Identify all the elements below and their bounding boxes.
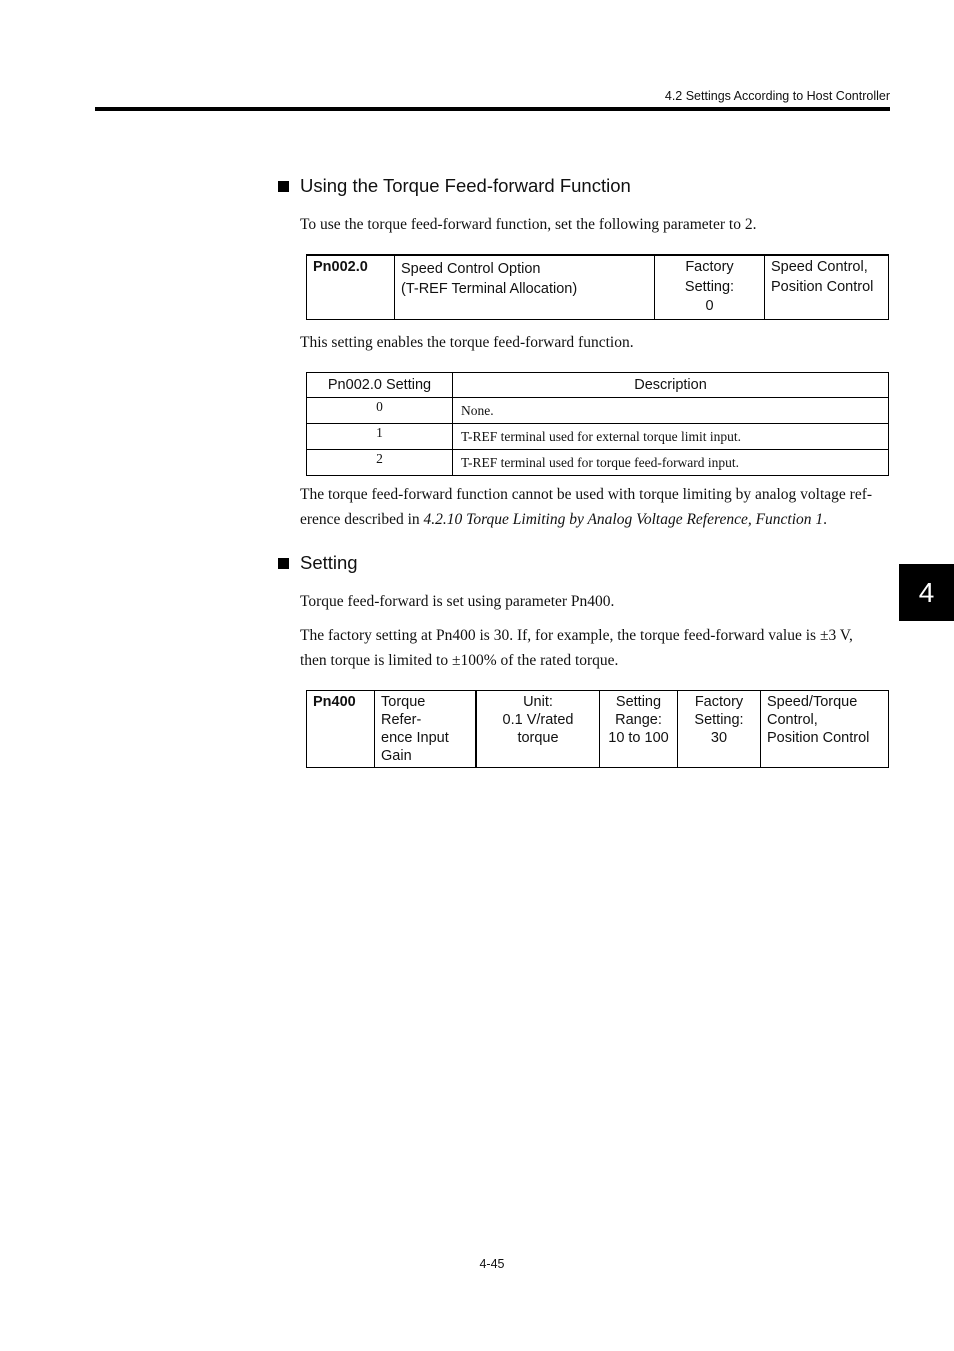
factory-label: Setting: [694, 712, 744, 728]
factory-value: 30 [710, 730, 728, 746]
param-name-line: (T-REF Terminal Allocation) [401, 280, 578, 297]
setting-value: 1 [307, 424, 453, 450]
param-name [395, 255, 655, 320]
control-mode-line: Position Control [767, 730, 870, 746]
param-name-line: Torque Refer- [381, 694, 426, 728]
parameter-table-pn002 [306, 254, 889, 320]
cross-reference-link[interactable]: 4.2.10 Torque Limiting by Analog Voltage Reference, Function 1 [423, 510, 824, 528]
setting-value: 2 [307, 450, 453, 476]
setting-description: T-REF terminal used for external torque limit input. [453, 424, 889, 450]
param-name-line: ence Input [381, 730, 449, 746]
setting-value: 0 [307, 398, 453, 424]
control-mode [761, 691, 889, 768]
control-mode-line: Speed/Torque [767, 694, 858, 710]
square-bullet-icon [278, 558, 289, 569]
page-number: 4-45 [479, 1257, 505, 1271]
range-value: 10 to 100 [608, 730, 669, 746]
unit-label: Unit: [523, 694, 553, 710]
parameter-table-pn400 [306, 690, 889, 768]
table-row [307, 424, 889, 450]
setting-description-table [306, 372, 889, 476]
factory-label: Factory [694, 694, 744, 710]
param-name [375, 691, 477, 768]
factory-setting [655, 255, 765, 320]
control-mode-line: Position Control [771, 278, 874, 295]
factory-setting [678, 691, 761, 768]
chapter-tab: 4 [899, 564, 954, 621]
factory-value: 0 [705, 298, 714, 314]
table-row [307, 398, 889, 424]
note-text-end: . [823, 510, 828, 528]
section-heading-text: Setting [300, 552, 358, 573]
control-mode-line: Speed Control, [771, 259, 868, 275]
setting-range [600, 691, 678, 768]
section-heading-setting [278, 552, 358, 574]
factory-label: Setting: [684, 278, 735, 295]
column-header-setting: Pn002.0 Setting [307, 373, 453, 398]
setting-description: T-REF terminal used for torque feed-forward input. [453, 450, 889, 476]
unit-value: torque [517, 730, 559, 746]
note-text: The torque feed-forward function cannot be used with torque limiting by analog voltage ref-erence described in [300, 486, 873, 528]
running-header: 4.2 Settings According to Host Controller [664, 89, 890, 103]
param-name-line: Gain [381, 748, 412, 764]
control-mode [765, 255, 889, 320]
setting-description: None. [453, 398, 889, 424]
unit-value: 0.1 V/rated [502, 712, 574, 728]
param-code: Pn400 [307, 691, 375, 768]
note-paragraph [300, 483, 892, 532]
param-unit [476, 691, 600, 768]
enables-paragraph: This setting enables the torque feed-forward function. [300, 334, 634, 351]
section-heading-text: Using the Torque Feed-forward Function [300, 175, 631, 196]
square-bullet-icon [278, 181, 289, 192]
table-row [307, 450, 889, 476]
param-code: Pn002.0 [307, 255, 395, 320]
intro-paragraph: To use the torque feed-forward function, set the following parameter to 2. [300, 216, 757, 233]
range-label: Range: [615, 712, 662, 728]
column-header-description: Description [453, 373, 889, 398]
header-rule [95, 107, 890, 111]
setting-paragraph-2: The factory setting at Pn400 is 30. If, for example, the torque feed-forward value is ±3 V, then torque is limited to ±100% of the rated torque. [300, 627, 853, 669]
control-mode-line: Control, [767, 712, 818, 728]
factory-label: Factory [685, 259, 734, 275]
param-name-line: Speed Control Option [401, 261, 541, 277]
section-heading-torque-feed-forward [278, 175, 631, 197]
range-label: Setting [615, 694, 662, 710]
setting-paragraph-1: Torque feed-forward is set using parameter Pn400. [300, 593, 615, 610]
